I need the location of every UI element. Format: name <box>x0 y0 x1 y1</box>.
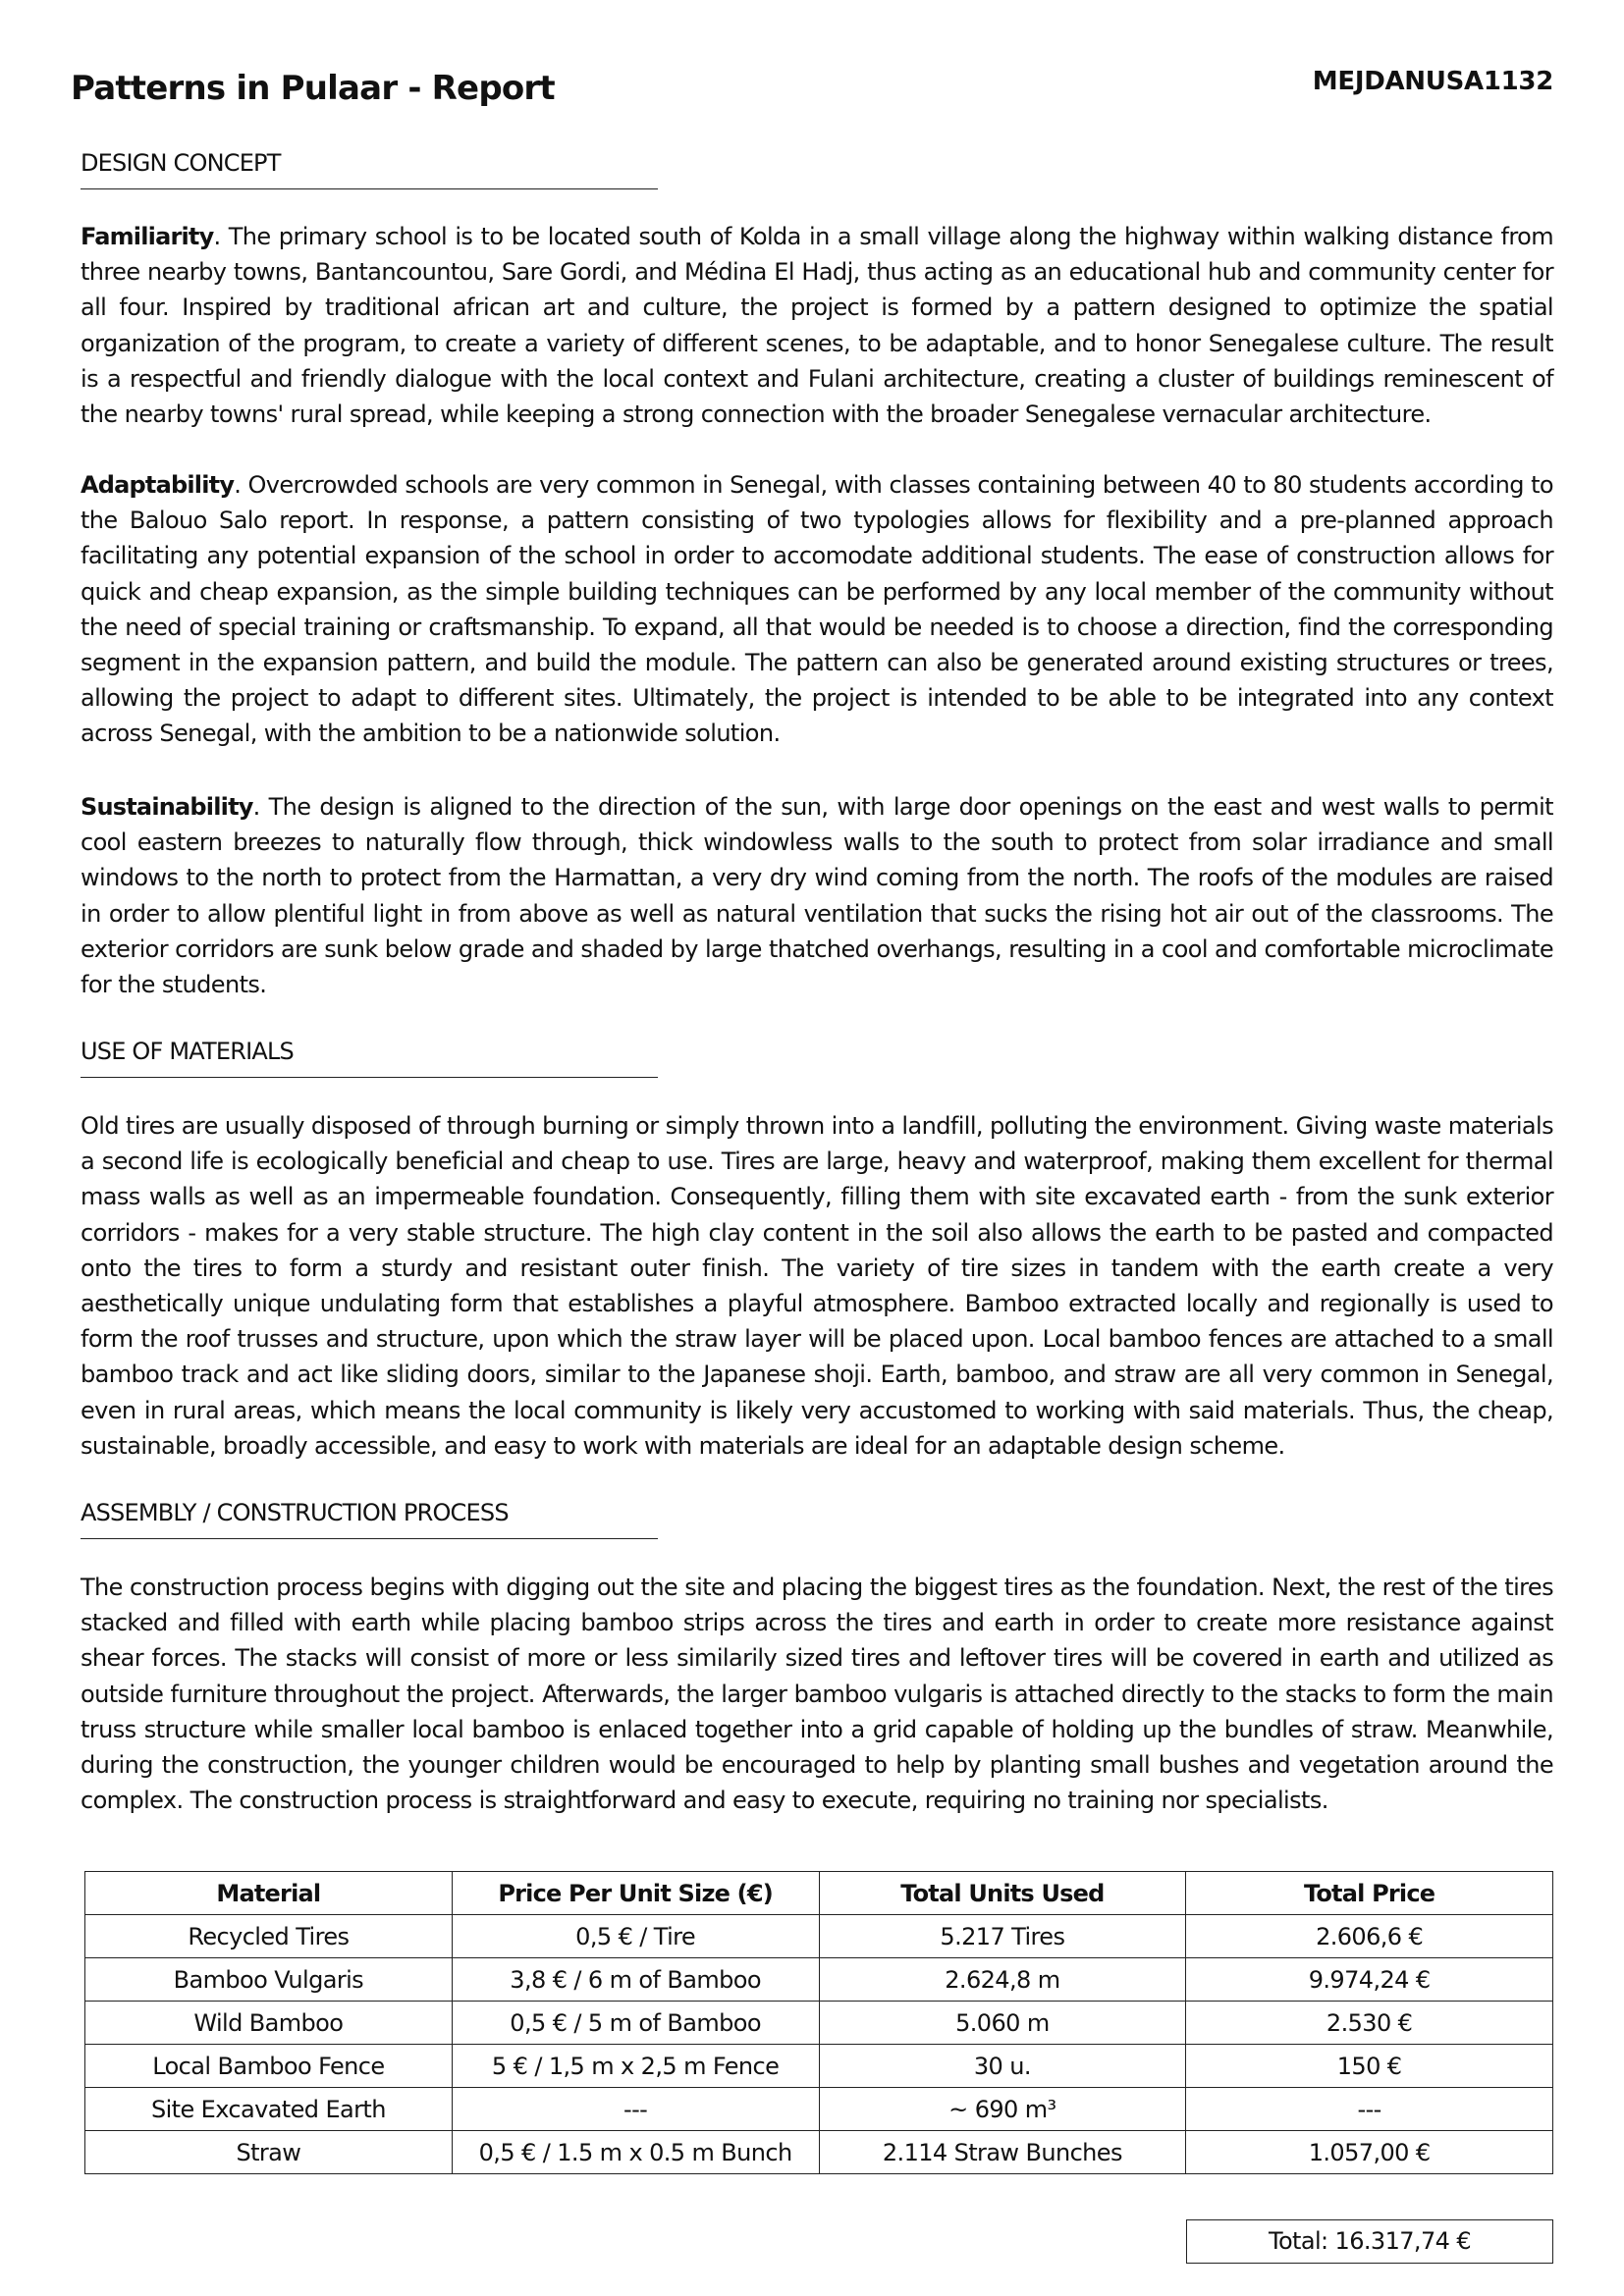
table-cell: 0,5 € / Tire <box>452 1915 819 1958</box>
column-header: Material <box>85 1872 453 1915</box>
table-cell: Site Excavated Earth <box>85 2088 453 2131</box>
table-row <box>85 2045 1553 2088</box>
table-cell: 1.057,00 € <box>1186 2131 1553 2174</box>
section-heading-design-concept: DESIGN CONCEPT <box>81 147 658 189</box>
table-cell: 150 € <box>1186 2045 1553 2088</box>
table-header-row <box>85 1872 1553 1915</box>
paragraph-sustainability <box>81 789 1553 1002</box>
paragraph-materials: Old tires are usually disposed of through burning or simply thrown into a landfill, polluting the environment. Giving waste materials a second life is ecologically beneficial and cheap to use. Tires are large, heavy and waterproof, making them excellent for thermal mass walls as well as an impermeable foundation. Consequently, filling them with site excavated earth - from the sunk exterior corridors - makes for a very stable structure. The high clay content in the soil also allows the earth to be pasted and compacted onto the tires to form a sturdy and resistant outer finish. The variety of tire sizes in tandem with the earth create a very aesthetically unique undulating form that establishes a playful atmosphere. Bamboo extracted locally and regionally is used to form the roof trusses and structure, upon which the straw layer will be placed upon. Local bamboo fences are attached to a small bamboo track and act like sliding doors, similar to the Japanese shoji. Earth, bamboo, and straw are all very common in Senegal, even in rural areas, which means the local community is likely very accustomed to working with said materials. Thus, the cheap, sustainable, broadly accessible, and easy to work with materials are ideal for an adaptable design scheme. <box>81 1112 1553 1460</box>
column-header: Total Price <box>1186 1872 1553 1915</box>
table-cell: 2.606,6 € <box>1186 1915 1553 1958</box>
text-sustainability: . The design is aligned to the direction of the sun, with large door openings on the east and west walls to permit cool eastern breezes to naturally flow through, thick windowless walls to the south to protect from solar irradiance and small windows to the north to protect from the Harmattan, a very dry wind coming from the north. The roofs of the modules are raised in order to allow plentiful light in from above as well as natural ventilation that sucks the rising hot air out of the classrooms. The exterior corridors are sunk below grade and shaded by large thatched overhangs, resulting in a cool and comfortable microclimate for the students. <box>81 793 1553 999</box>
section-heading-materials: USE OF MATERIALS <box>81 1036 658 1078</box>
table-cell: 5 € / 1,5 m x 2,5 m Fence <box>452 2045 819 2088</box>
table-row <box>85 2002 1553 2045</box>
table-cell: --- <box>1186 2088 1553 2131</box>
column-header: Price Per Unit Size (€) <box>452 1872 819 1915</box>
table-cell: 30 u. <box>819 2045 1186 2088</box>
cost-table <box>84 1871 1553 2174</box>
table-row <box>85 2131 1553 2174</box>
table-cell: Wild Bamboo <box>85 2002 453 2045</box>
paragraph-familiarity <box>81 219 1553 432</box>
table-cell: 9.974,24 € <box>1186 1958 1553 2002</box>
table-cell: 3,8 € / 6 m of Bamboo <box>452 1958 819 2002</box>
column-header: Total Units Used <box>819 1872 1186 1915</box>
table-cell: 2.530 € <box>1186 2002 1553 2045</box>
table-cell: 0,5 € / 1.5 m x 0.5 m Bunch <box>452 2131 819 2174</box>
table-cell: Recycled Tires <box>85 1915 453 1958</box>
table-cell: Local Bamboo Fence <box>85 2045 453 2088</box>
table-cell: 2.624,8 m <box>819 1958 1186 2002</box>
text-familiarity: . The primary school is to be located south of Kolda in a small village along the highway within walking distance from three nearby towns, Bantancountou, Sare Gordi, and Médina El Hadj, thus acting as an educational hub and community center for all four. Inspired by traditional african art and culture, the project is formed by a pattern designed to optimize the spatial organization of the program, to create a variety of different scenes, to be adaptable, and to honor Senegalese culture. The result is a respectful and friendly dialogue with the local context and Fulani architecture, creating a cluster of buildings reminescent of the nearby towns' rural spread, while keeping a strong connection with the broader Senegalese vernacular architecture. <box>81 223 1553 429</box>
term-sustainability: Sustainability <box>81 793 253 821</box>
text-adaptability: . Overcrowded schools are very common in Senegal, with classes containing between 40 to 80 students according to the Balouo Salo report. In response, a pattern consisting of two typologies allows for flexibility and a pre-planned approach facilitating any potential expansion of the school in order to accomodate additional students. The ease of construction allows for quick and cheap expansion, as the simple building techniques can be performed by any local member of the community without the need of special training or craftsmanship. To expand, all that would be needed is to choose a direction, find the corresponding segment in the expansion pattern, and build the module. The pattern can also be generated around existing structures or trees, allowing the project to adapt to different sites. Ultimately, the project is intended to be able to be integrated into any context across Senegal, with the ambition to be a nationwide solution. <box>81 471 1553 748</box>
table-cell: ~ 690 m³ <box>819 2088 1186 2131</box>
table-row <box>85 1915 1553 1958</box>
table-cell: Straw <box>85 2131 453 2174</box>
paragraph-assembly: The construction process begins with digging out the site and placing the biggest tires as the foundation. Next, the rest of the tires stacked and filled with earth while placing bamboo strips across the tires and earth in order to create more resistance against shear forces. The stacks will consist of more or less similarily sized tires and leftover tires will be covered in earth and utilized as outside furniture throughout the project. Afterwards, the larger bamboo vulgaris is attached directly to the stacks to form the main truss structure while smaller local bamboo is enlaced together into a grid capable of holding up the bundles of straw. Meanwhile, during the construction, the younger children would be encouraged to help by planting small bushes and vegetation around the complex. The construction process is straightforward and easy to execute, requiring no training nor specialists. <box>81 1574 1553 1815</box>
term-familiarity: Familiarity <box>81 223 214 250</box>
table-row <box>85 2088 1553 2131</box>
table-row <box>85 1958 1553 2002</box>
project-code: MEJDANUSA1132 <box>1312 67 1553 96</box>
table-cell: 2.114 Straw Bunches <box>819 2131 1186 2174</box>
table-cell: Bamboo Vulgaris <box>85 1958 453 2002</box>
table-cell: 0,5 € / 5 m of Bamboo <box>452 2002 819 2045</box>
term-adaptability: Adaptability <box>81 471 235 499</box>
report-title: Patterns in Pulaar - Report <box>71 69 555 108</box>
table-cell: --- <box>452 2088 819 2131</box>
section-heading-assembly: ASSEMBLY / CONSTRUCTION PROCESS <box>81 1497 658 1539</box>
total-price-box: Total: 16.317,74 € <box>1186 2219 1553 2264</box>
table-cell: 5.060 m <box>819 2002 1186 2045</box>
paragraph-adaptability <box>81 467 1553 752</box>
table-cell: 5.217 Tires <box>819 1915 1186 1958</box>
